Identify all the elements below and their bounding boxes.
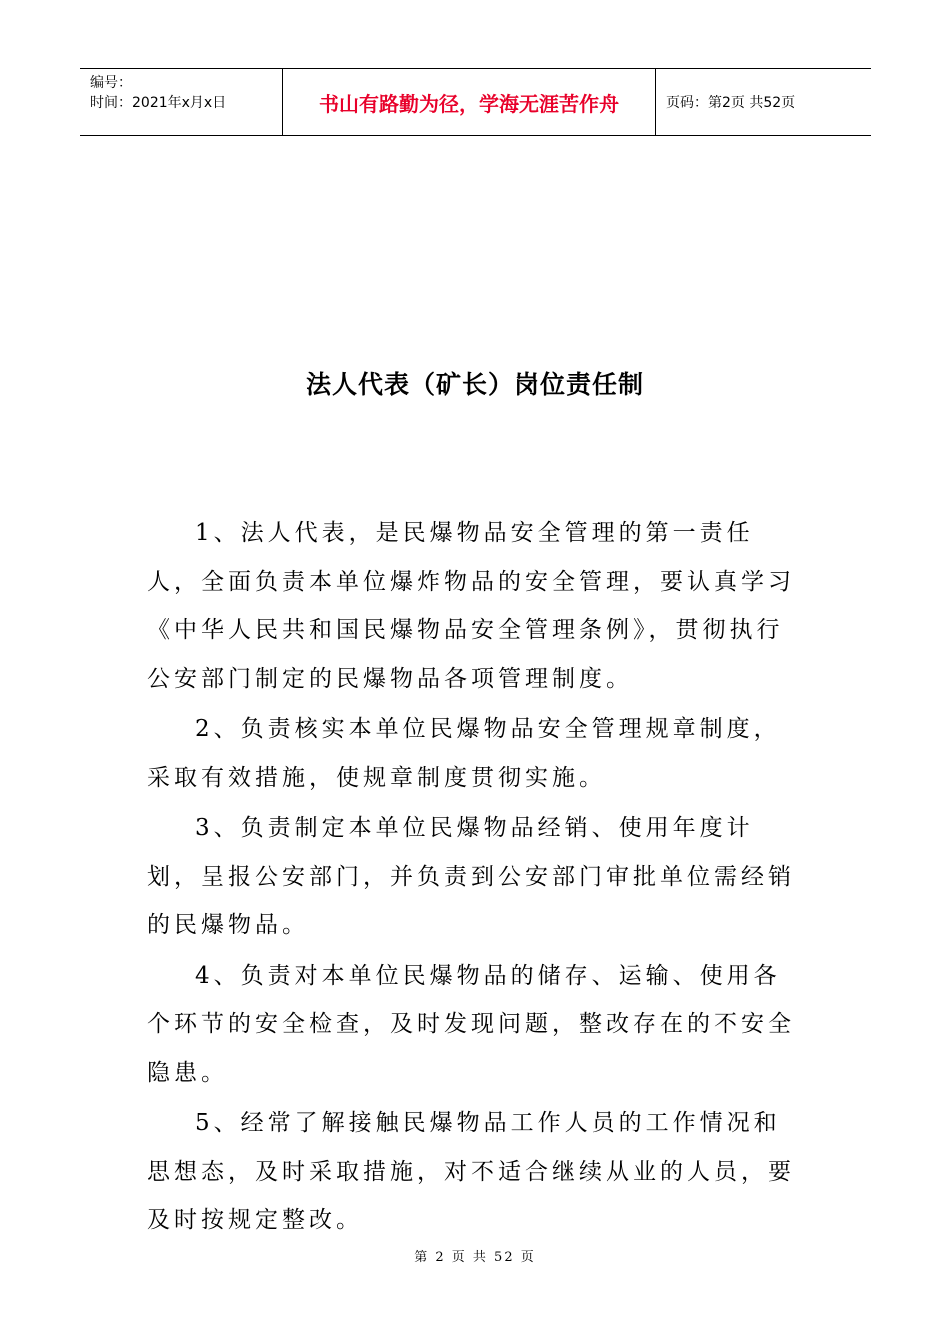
- header-meta: [80, 69, 282, 135]
- header-page-info: 页码：第2页 共52页: [666, 95, 796, 111]
- paragraph: 1、法人代表，是民爆物品安全管理的第一责任人，全面负责本单位爆炸物品的安全管理，要认真学习《中华人民共和国民爆物品安全管理条例》，贯彻执行公安部门制定的民爆物品各项管理制度。: [147, 520, 795, 692]
- document-title: 法人代表（矿长）岗位责任制: [305, 370, 644, 399]
- paragraph: 5、经常了解接触民爆物品工作人员的工作情况和思想态，及时采取措施，对不适合继续从业的人员，要及时按规定整改。: [147, 1110, 795, 1233]
- number-label: 编号：: [90, 75, 132, 91]
- page-header: [80, 68, 871, 136]
- paragraph: 4、负责对本单位民爆物品的储存、运输、使用各个环节的安全检查，及时发现问题，整改存在的不安全隐患。: [147, 962, 795, 1086]
- paragraph: 3、负责制定本单位民爆物品经销、使用年度计划，呈报公安部门，并负责到公安部门审批单位需经销的民爆物品。: [147, 815, 795, 938]
- page-footer: 第 2 页 共 52 页: [414, 1250, 536, 1265]
- paragraph: 2、负责核实本单位民爆物品安全管理规章制度，采取有效措施，使规章制度贯彻实施。: [147, 716, 781, 791]
- date-line: 时间：2021年x月x日: [90, 95, 227, 111]
- document-body: [147, 509, 803, 1247]
- header-motto: 书山有路勤为径，学海无涯苦作舟: [282, 69, 656, 135]
